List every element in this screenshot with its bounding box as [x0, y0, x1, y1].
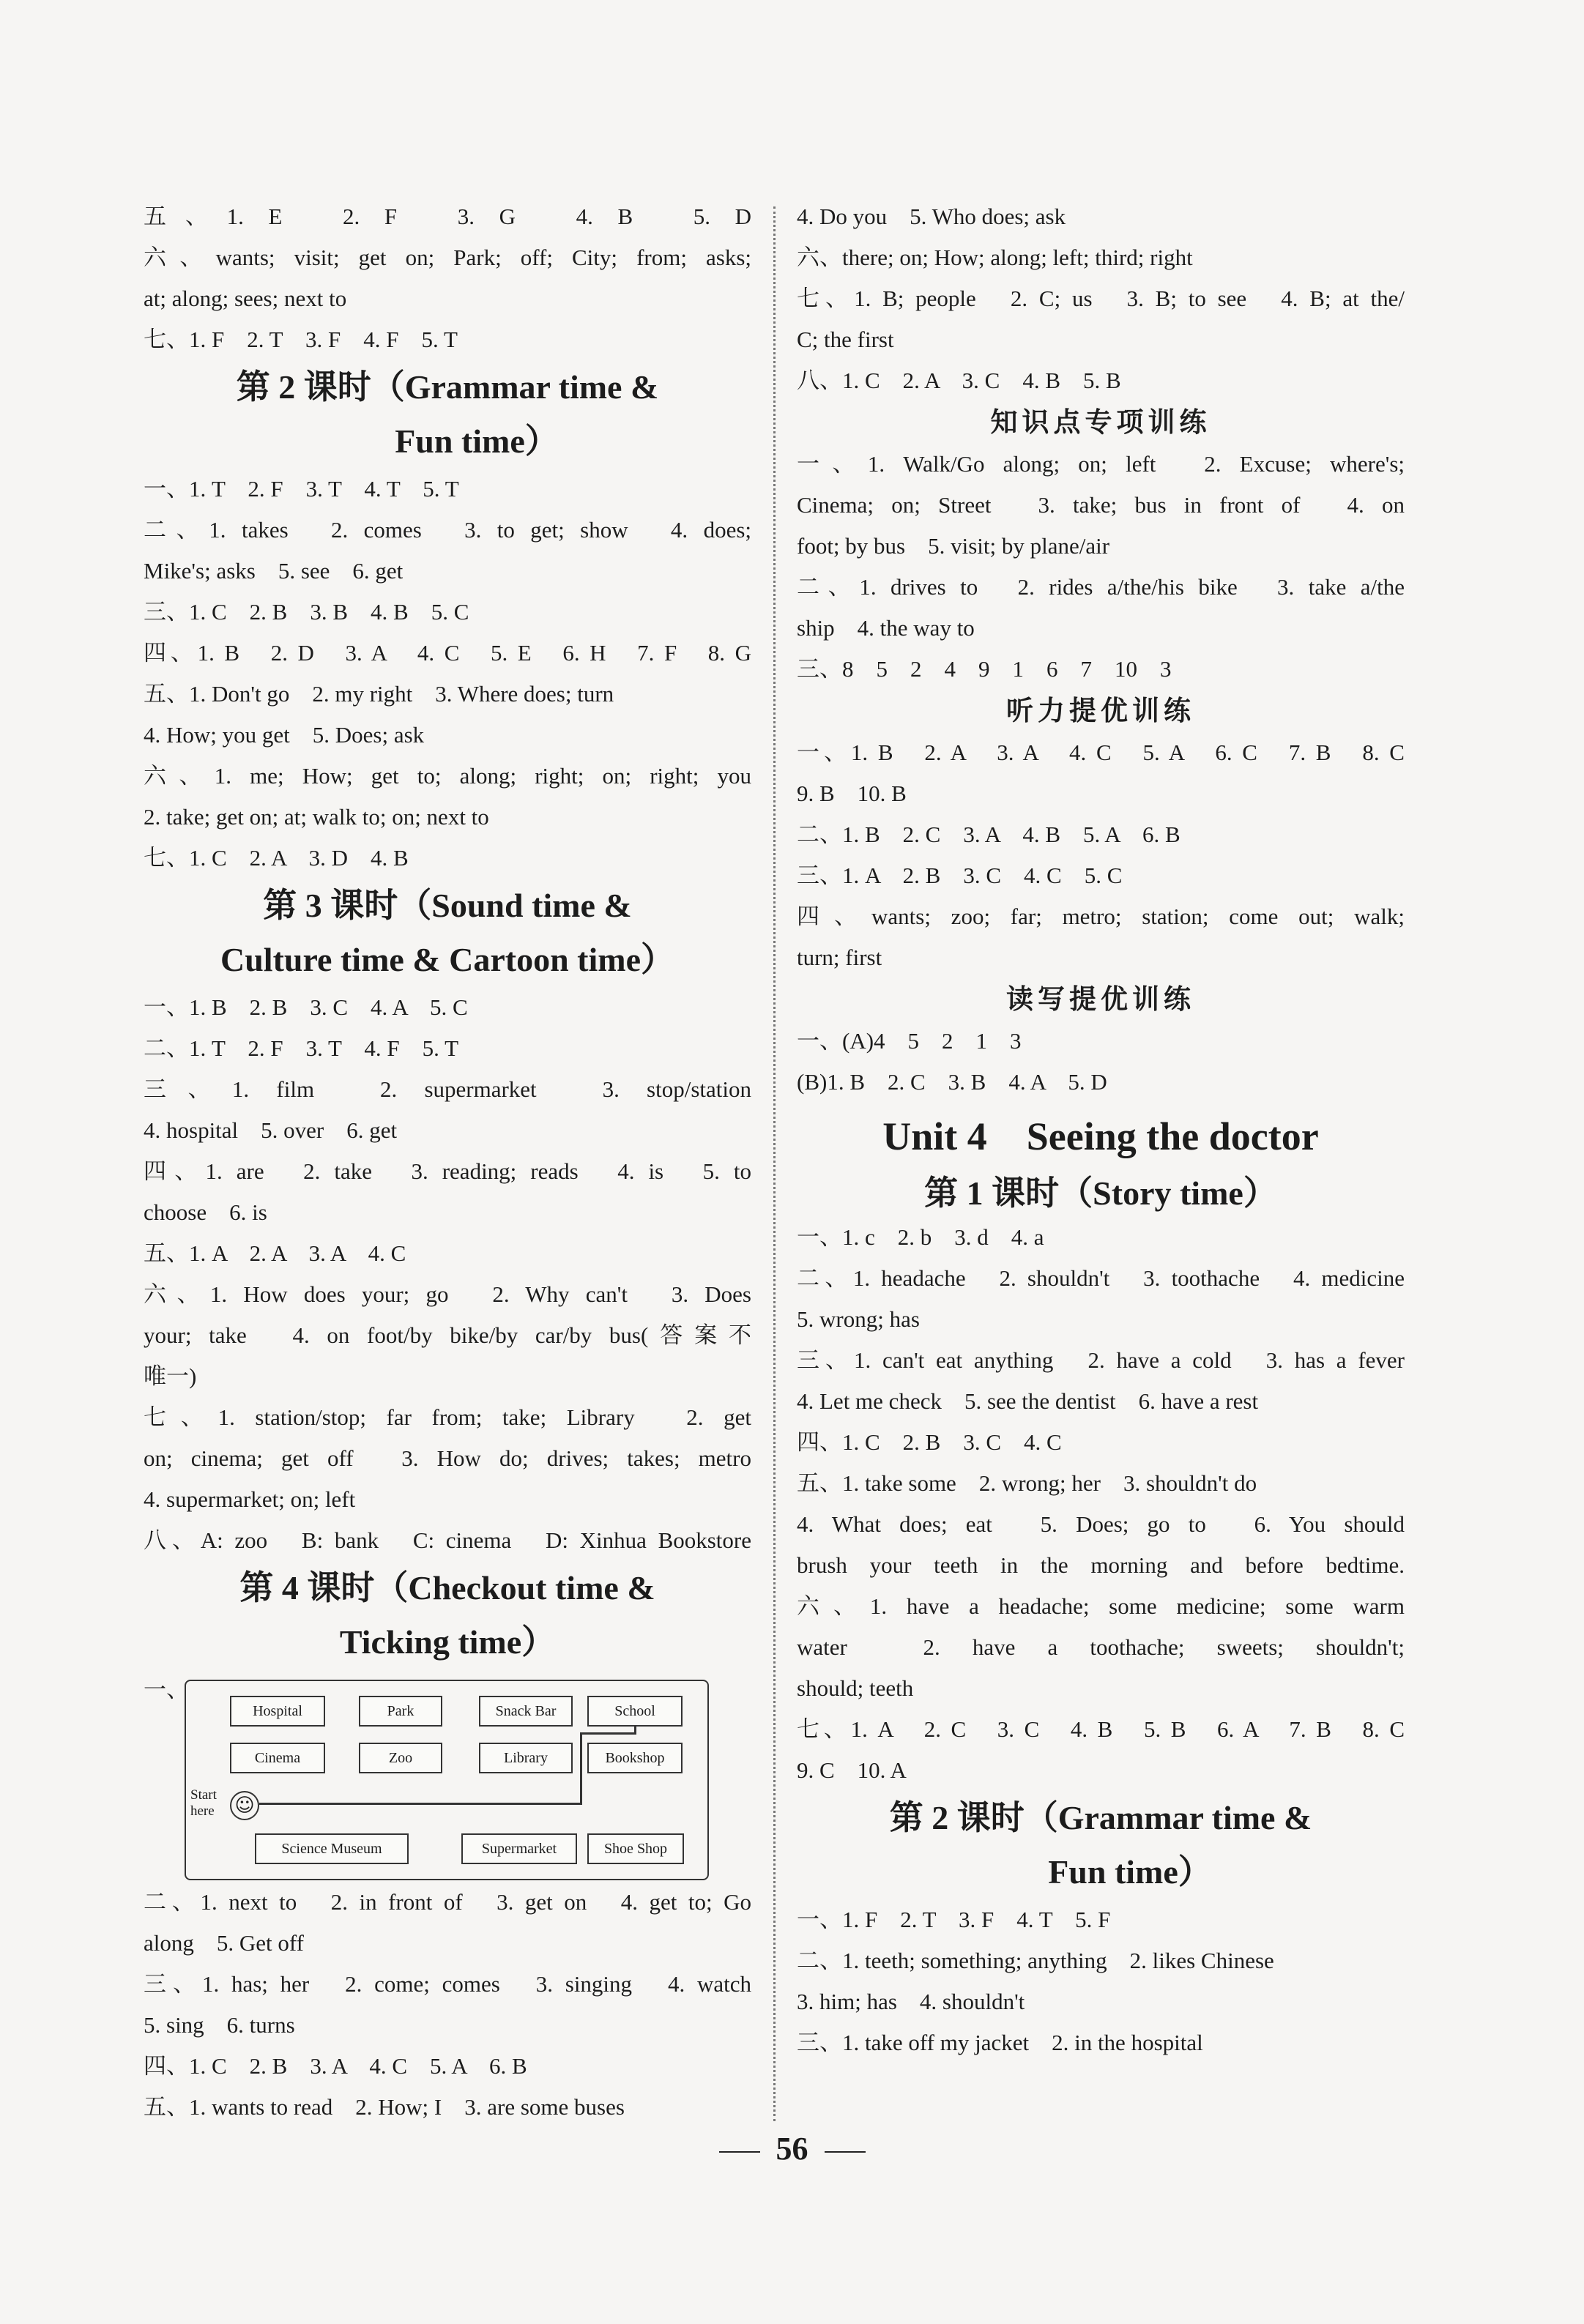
answer-line: 4. Do you 5. Who does; ask: [797, 204, 1066, 229]
left-column: [144, 196, 751, 2128]
answer-line: 一、1. Walk/Go along; on; left 2. Excuse; where's;: [797, 451, 1405, 477]
map-school: School: [587, 1696, 683, 1727]
lesson-heading: Fun time）: [395, 422, 559, 460]
lesson-heading: 第 4 课时（Checkout time &: [239, 1569, 655, 1606]
answer-line: 三、1. film 2. supermarket 3. stop/station: [144, 1076, 751, 1102]
answer-block: [797, 444, 1405, 690]
answer-block: [144, 987, 751, 1561]
answer-line: 七、1. B; people 2. C; us 3. B; to see 4. B; at the/: [797, 286, 1405, 311]
map-hospital: Hospital: [230, 1696, 325, 1727]
question-number: 一、: [144, 1677, 189, 1702]
answer-line: Cinema; on; Street 3. take; bus in front of 4. on: [797, 492, 1405, 518]
answer-line: 五、1. A 2. A 3. A 4. C: [144, 1240, 406, 1266]
page-number-footer: [0, 2127, 1584, 2171]
answer-line: 二、1. headache 2. shouldn't 3. toothache 4. medicine: [797, 1265, 1405, 1291]
route-map: [185, 1680, 709, 1880]
start-label: Start: [190, 1787, 217, 1803]
answer-line: 二、1. B 2. C 3. A 4. B 5. A 6. B: [797, 822, 1180, 847]
answer-line: 二、1. takes 2. comes 3. to get; show 4. does;: [144, 517, 751, 543]
answer-line: 三、1. can't eat anything 2. have a cold 3. has a fever: [797, 1347, 1405, 1373]
answer-line: 二、1. drives to 2. rides a/the/his bike 3. take a/the: [797, 574, 1405, 600]
answer-line: should; teeth: [797, 1675, 914, 1701]
answer-line: ship 4. the way to: [797, 615, 975, 641]
answer-line: 4. Let me check 5. see the dentist 6. have a rest: [797, 1388, 1259, 1414]
answer-line: 4. How; you get 5. Does; ask: [144, 722, 425, 748]
answer-line: 9. B 10. B: [797, 781, 907, 806]
map-answer: [144, 1669, 751, 1882]
answer-line: 4. supermarket; on; left: [144, 1486, 356, 1512]
answer-line: 四、1. B 2. D 3. A 4. C 5. E 6. H 7. F 8. G: [144, 640, 751, 666]
answer-block: [144, 196, 751, 360]
answer-line: on; cinema; get off 3. How do; drives; takes; metro: [144, 1445, 751, 1471]
answer-line: C; the first: [797, 327, 894, 352]
answer-block: [797, 1021, 1405, 1103]
answer-line: water 2. have a toothache; sweets; shouldn't;: [797, 1634, 1405, 1660]
section-heading: 读写提优训练: [1006, 983, 1195, 1015]
lesson-heading: Ticking time）: [339, 1623, 556, 1661]
answer-line: 4. hospital 5. over 6. get: [144, 1117, 398, 1143]
answer-line: 唯一): [144, 1363, 197, 1389]
answer-line: 三、1. A 2. B 3. C 4. C 5. C: [797, 863, 1123, 888]
answer-line: 七、1. A 2. C 3. C 4. B 5. B 6. A 7. B 8. C: [797, 1716, 1405, 1742]
answer-line: 二、1. teeth; something; anything 2. likes Chinese: [797, 1948, 1274, 1973]
answer-line: brush your teeth in the morning and before bedtime.: [797, 1552, 1405, 1578]
answer-line: turn; first: [797, 945, 882, 970]
answer-line: 五、1. E 2. F 3. G 4. B 5. D: [144, 204, 751, 229]
answer-line: 9. C 10. A: [797, 1757, 907, 1783]
answer-line: 七、1. F 2. T 3. F 4. F 5. T: [144, 327, 458, 352]
answer-line: 三、8 5 2 4 9 1 6 7 10 3: [797, 656, 1172, 682]
answer-line: 三、1. C 2. B 3. B 4. B 5. C: [144, 599, 469, 625]
map-snack-bar: Snack Bar: [479, 1696, 573, 1727]
answer-line: 三、1. has; her 2. come; comes 3. singing 4. watch: [144, 1971, 751, 1997]
route-line: [634, 1727, 636, 1735]
answer-line: 3. him; has 4. shouldn't: [797, 1989, 1025, 2014]
answer-line: (B)1. B 2. C 3. B 4. A 5. D: [797, 1069, 1107, 1095]
lesson-heading: 第 2 课时（Grammar time &: [889, 1799, 1312, 1836]
answer-block: [144, 469, 751, 879]
answer-line: 七、1. C 2. A 3. D 4. B: [144, 845, 409, 871]
here-label: here: [190, 1803, 215, 1819]
answer-line: 一、(A)4 5 2 1 3: [797, 1028, 1022, 1054]
map-zoo: Zoo: [359, 1743, 442, 1773]
map-park: Park: [359, 1696, 442, 1727]
lesson-heading: 第 2 课时（Grammar time &: [236, 368, 659, 406]
answer-line: 五、1. Don't go 2. my right 3. Where does; turn: [144, 681, 614, 707]
map-supermarket: Supermarket: [461, 1833, 577, 1864]
lesson-heading: Fun time）: [1048, 1853, 1212, 1891]
answer-line: 一、1. F 2. T 3. F 4. T 5. F: [797, 1907, 1111, 1932]
answer-line: 二、1. next to 2. in front of 3. get on 4. get to; Go: [144, 1889, 751, 1915]
answer-line: 三、1. take off my jacket 2. in the hospital: [797, 2030, 1203, 2055]
page-number: 56: [776, 2131, 808, 2167]
answer-line: choose 6. is: [144, 1199, 267, 1225]
answer-line: 一、1. T 2. F 3. T 4. T 5. T: [144, 476, 459, 502]
answer-line: Mike's; asks 5. see 6. get: [144, 558, 404, 584]
route-line: [580, 1732, 636, 1735]
answer-line: 五、1. wants to read 2. How; I 3. are some buses: [144, 2094, 625, 2120]
answer-line: 5. wrong; has: [797, 1306, 920, 1332]
answer-block: [144, 1882, 751, 2128]
answer-line: 一、1. B 2. A 3. A 4. C 5. A 6. C 7. B 8. C: [797, 740, 1405, 765]
answer-line: 一、1. B 2. B 3. C 4. A 5. C: [144, 994, 468, 1020]
footer-dash: [719, 2151, 760, 2153]
answer-line: 四、1. are 2. take 3. reading; reads 4. is 5. to: [144, 1158, 751, 1184]
map-library: Library: [479, 1743, 573, 1773]
answer-line: at; along; sees; next to: [144, 286, 347, 311]
section-heading: 知识点专项训练: [990, 406, 1211, 438]
answer-block: [797, 1899, 1405, 2063]
map-bookshop: Bookshop: [587, 1743, 683, 1773]
answer-line: 2. take; get on; at; walk to; on; next to: [144, 804, 489, 830]
map-science-museum: Science Museum: [255, 1833, 409, 1864]
answer-line: your; take 4. on foot/by bike/by car/by bus(答案不: [144, 1322, 751, 1348]
answer-line: 六、1. have a headache; some medicine; some warm: [797, 1593, 1405, 1619]
answer-line: along 5. Get off: [144, 1930, 304, 1956]
answer-line: 四、wants; zoo; far; metro; station; come out; walk;: [797, 904, 1405, 929]
map-cinema: Cinema: [230, 1743, 325, 1773]
answer-line: 五、1. take some 2. wrong; her 3. shouldn't do: [797, 1470, 1257, 1496]
lesson-heading: 第 3 课时（Sound time &: [263, 887, 632, 924]
answer-line: 六、1. me; How; get to; along; right; on; right; you: [144, 763, 751, 789]
answer-line: 四、1. C 2. B 3. C 4. C: [797, 1429, 1062, 1455]
answer-line: 八、A: zoo B: bank C: cinema D: Xinhua Bookstore: [144, 1527, 751, 1553]
answer-line: 5. sing 6. turns: [144, 2012, 295, 2038]
right-column: [797, 196, 1405, 2063]
answer-line: 六、there; on; How; along; left; third; right: [797, 245, 1193, 270]
answer-line: 4. What does; eat 5. Does; go to 6. You should: [797, 1511, 1405, 1537]
section-heading: 听力提优训练: [1006, 695, 1195, 726]
route-line: [259, 1803, 581, 1805]
footer-dash: [825, 2151, 866, 2153]
answer-line: 八、1. C 2. A 3. C 4. B 5. B: [797, 368, 1121, 393]
lesson-heading: 第 1 课时（Story time）: [924, 1174, 1277, 1212]
answer-block: [797, 732, 1405, 978]
answer-line: 六、1. How does your; go 2. Why can't 3. Does: [144, 1281, 751, 1307]
smiley-icon: ☺: [230, 1791, 259, 1820]
answer-line: 四、1. C 2. B 3. A 4. C 5. A 6. B: [144, 2053, 527, 2079]
unit-title: Unit 4 Seeing the doctor: [882, 1114, 1319, 1158]
answer-block: [797, 1217, 1405, 1791]
answer-line: 二、1. T 2. F 3. T 4. F 5. T: [144, 1035, 459, 1061]
map-shoe-shop: Shoe Shop: [587, 1833, 684, 1864]
answer-line: 六、wants; visit; get on; Park; off; City; from; asks;: [144, 245, 751, 270]
lesson-heading: Culture time & Cartoon time）: [220, 941, 674, 978]
answer-line: 一、1. c 2. b 3. d 4. a: [797, 1224, 1044, 1250]
answer-line: foot; by bus 5. visit; by plane/air: [797, 533, 1110, 559]
answer-block: [797, 196, 1405, 401]
answer-line: 七、1. station/stop; far from; take; Library 2. get: [144, 1404, 751, 1430]
route-line: [580, 1732, 582, 1805]
column-divider: [773, 206, 776, 2121]
